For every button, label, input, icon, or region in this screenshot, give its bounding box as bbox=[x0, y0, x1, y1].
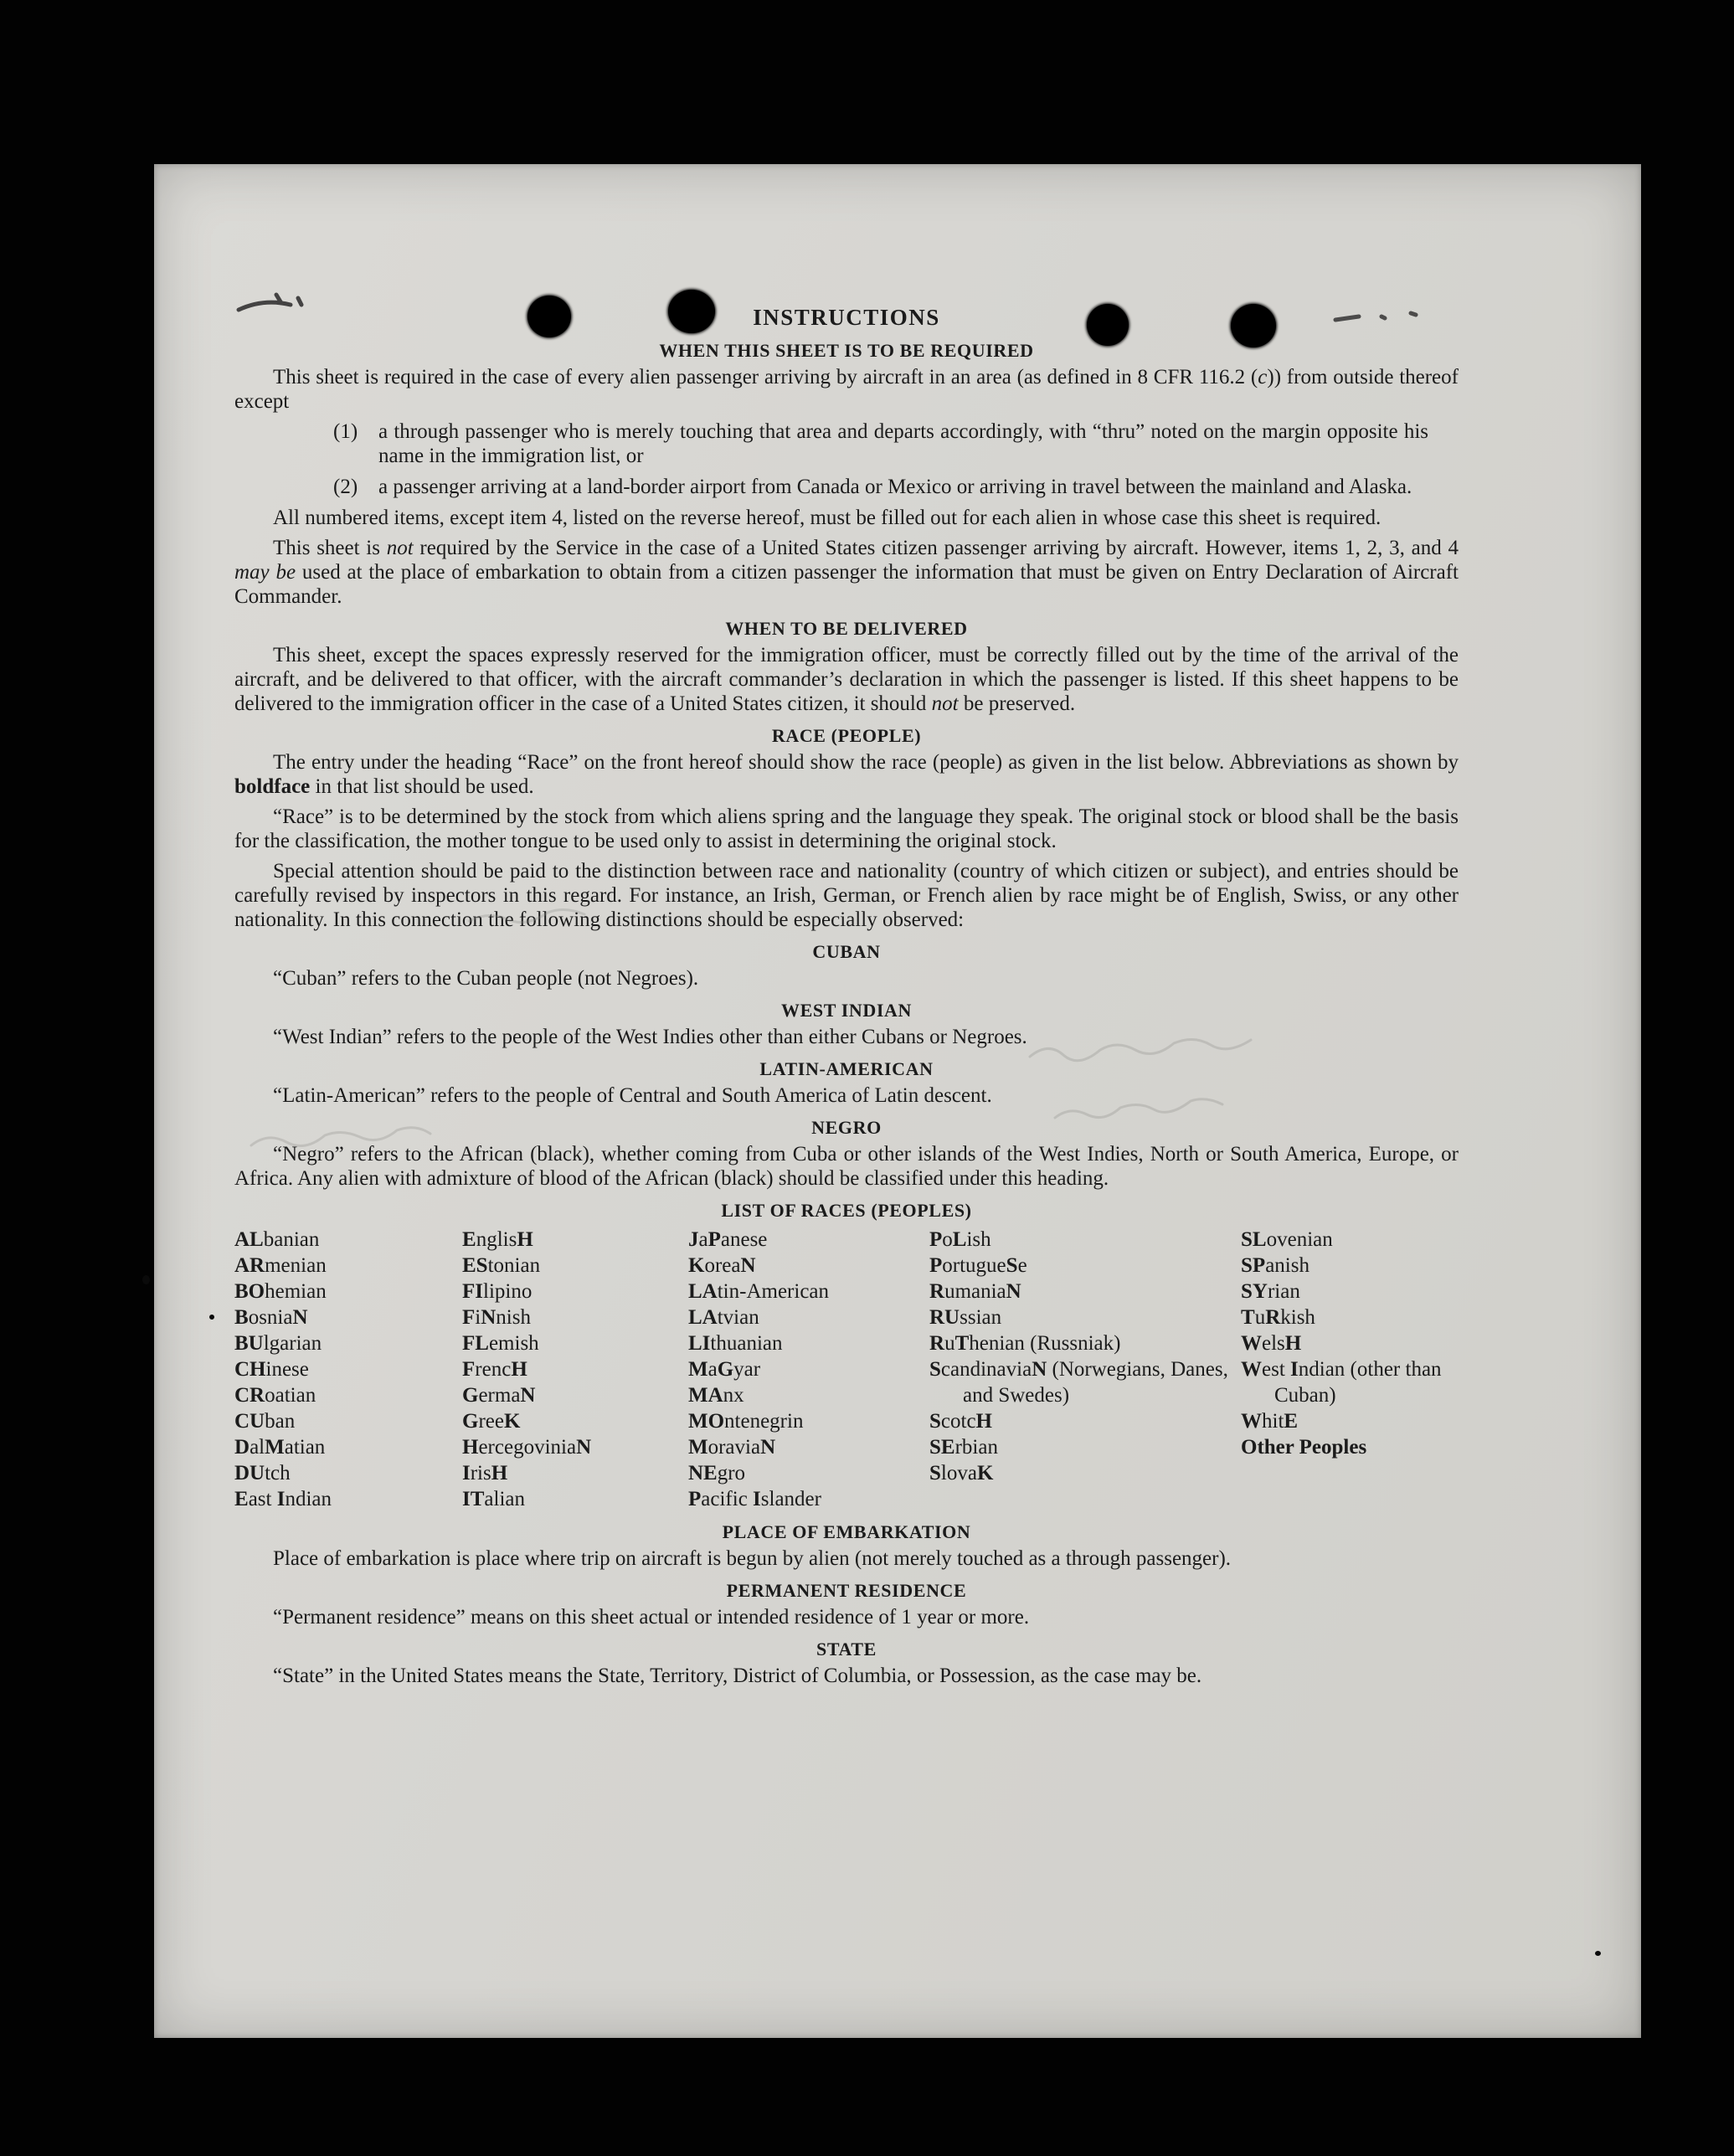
race-item: FiNnish bbox=[462, 1306, 531, 1329]
item-number: (1) bbox=[333, 420, 358, 443]
punch-hole bbox=[1231, 304, 1276, 347]
race-item: SlovaK bbox=[929, 1462, 994, 1485]
scan-speck bbox=[1595, 1951, 1601, 1956]
paragraph: Place of embarkation is place where trip on aircraft is begun by alien (not merely touched as a through passenger). bbox=[273, 1547, 1232, 1570]
paragraph: Special attention should be paid to the distinction between race and nationality (country of which citizen or subject), and entries should be carefully revised by inspectors in this regard. For instance, an Irish, German, or French alien by race might be of English, Swiss, or any other nationality. In this connection the following distinctions should be especially observed: bbox=[234, 860, 1459, 931]
race-item: IrisH bbox=[462, 1462, 508, 1485]
numbered-item bbox=[333, 475, 1459, 499]
section-heading: PLACE OF EMBARKATION bbox=[722, 1521, 971, 1542]
race-column bbox=[462, 1227, 688, 1512]
race-item: EnglisH bbox=[462, 1228, 533, 1251]
race-item: MoraviaN bbox=[688, 1436, 776, 1459]
race-item: WhitE bbox=[1241, 1410, 1299, 1433]
paragraph: This sheet is not required by the Service in the case of a United States citizen passenger arriving by aircraft. However, items 1, 2, 3, and 4 may be used at the place of embarkation to obtain from a citizen passenger the information that must be given on Entry Declaration of Aircraft Commander. bbox=[234, 537, 1459, 608]
race-item: BUlgarian bbox=[234, 1332, 322, 1355]
section-heading: LIST OF RACES (PEOPLES) bbox=[721, 1200, 972, 1221]
item-text: a through passenger who is merely touching that area and departs accordingly, with “thru” noted on the margin opposite his name in the immigration list, or bbox=[378, 420, 1428, 467]
race-item: LAtin-American bbox=[688, 1280, 830, 1303]
section-heading: WEST INDIAN bbox=[781, 1000, 912, 1021]
race-item: FrencH bbox=[462, 1358, 527, 1381]
punch-hole bbox=[1087, 304, 1129, 346]
race-item: EStonian bbox=[462, 1254, 541, 1277]
item-number: (2) bbox=[333, 476, 358, 498]
race-item: DalMatian bbox=[234, 1436, 326, 1459]
race-item: PoLish bbox=[929, 1228, 991, 1251]
race-item: ARmenian bbox=[234, 1254, 327, 1277]
section-heading: PERMANENT RESIDENCE bbox=[726, 1580, 967, 1601]
race-item: MOntenegrin bbox=[688, 1410, 804, 1433]
paragraph: “Negro” refers to the African (black), whether coming from Cuba or other islands of the West Indies, North or South America, Europe, or Africa. Any alien with admixture of blood of the African (black) should be classified under this heading. bbox=[234, 1143, 1459, 1190]
section-heading: LATIN-AMERICAN bbox=[759, 1058, 934, 1079]
race-item: LIthuanian bbox=[688, 1332, 783, 1355]
paragraph: “West Indian” refers to the people of the West Indies other than either Cubans or Negroes. bbox=[273, 1026, 1027, 1048]
race-item: PortugueSe bbox=[929, 1254, 1027, 1277]
race-item: NEgro bbox=[688, 1462, 746, 1485]
race-item: LAtvian bbox=[688, 1306, 759, 1329]
race-item: DUtch bbox=[234, 1462, 291, 1485]
paragraph: This sheet, except the spaces expressly reserved for the immigration officer, must be correctly filled out by the time of the arrival of the aircraft, and be delivered to that officer, with the aircraft commander’s declaration in which the passenger is listed. If this sheet happens to be delivered to the immigration officer in the case of a United States citizen, it should not be preserved. bbox=[234, 644, 1459, 715]
race-item: West Indian (other than Cuban) bbox=[1241, 1358, 1442, 1407]
race-item: MAnx bbox=[688, 1384, 744, 1407]
race-item: FLemish bbox=[462, 1332, 539, 1355]
race-item: MaGyar bbox=[688, 1358, 761, 1381]
race-item: KoreaN bbox=[688, 1254, 756, 1277]
race-item: TuRkish bbox=[1241, 1306, 1315, 1329]
race-item: BOhemian bbox=[234, 1280, 327, 1303]
race-item: GreeK bbox=[462, 1410, 521, 1433]
race-item: ScandinaviaN (Norwegians, Danes, and Swedes) bbox=[929, 1358, 1228, 1407]
race-item: RumaniaN bbox=[929, 1280, 1021, 1303]
race-item: Pacific Islander bbox=[688, 1488, 821, 1510]
race-item: RuThenian (Russniak) bbox=[929, 1332, 1121, 1355]
race-item: JaPanese bbox=[688, 1228, 768, 1251]
race-item: ALbanian bbox=[234, 1228, 320, 1251]
paragraph: “Latin-American” refers to the people of Central and South America of Latin descent. bbox=[273, 1084, 992, 1107]
race-list bbox=[234, 1227, 1459, 1512]
section-heading: WHEN THIS SHEET IS TO BE REQUIRED bbox=[659, 340, 1034, 361]
paragraph: “Race” is to be determined by the stock from which aliens spring and the language they speak. The original stock or blood shall be the basis for the classification, the mother tongue to be used only to assist in determining the original stock. bbox=[234, 805, 1459, 852]
race-item: SErbian bbox=[929, 1436, 998, 1459]
race-item: ScotcH bbox=[929, 1410, 992, 1433]
document-sections bbox=[234, 340, 1459, 1688]
race-item: ITalian bbox=[462, 1488, 525, 1510]
paragraph: “Cuban” refers to the Cuban people (not Negroes). bbox=[273, 967, 699, 990]
paper-sheet bbox=[154, 164, 1641, 2038]
punch-hole bbox=[668, 290, 715, 333]
race-item: Other Peoples bbox=[1241, 1436, 1367, 1459]
race-item: SYrian bbox=[1241, 1280, 1300, 1303]
race-column bbox=[234, 1227, 462, 1512]
document-title: INSTRUCTIONS bbox=[753, 305, 940, 330]
race-item: GermaN bbox=[462, 1384, 536, 1407]
paragraph: “Permanent residence” means on this sheet actual or intended residence of 1 year or more. bbox=[273, 1606, 1030, 1629]
scan-speck bbox=[142, 1275, 150, 1284]
section-heading: NEGRO bbox=[811, 1117, 882, 1138]
race-item: CHinese bbox=[234, 1358, 309, 1381]
race-column bbox=[1241, 1227, 1459, 1512]
paragraph: “State” in the United States means the State, Territory, District of Columbia, or Possession, as the case may be. bbox=[273, 1665, 1202, 1687]
document-content bbox=[234, 305, 1459, 1694]
race-item: HercegoviniaN bbox=[462, 1436, 592, 1459]
race-item: WelsH bbox=[1241, 1332, 1302, 1355]
race-item: East Indian bbox=[234, 1488, 332, 1510]
paragraph: All numbered items, except item 4, listed on the reverse hereof, must be filled out for each alien in whose case this sheet is required. bbox=[273, 507, 1382, 529]
section-heading: STATE bbox=[816, 1639, 877, 1659]
paragraph: This sheet is required in the case of every alien passenger arriving by aircraft in an area (as defined in 8 CFR 116.2 (c)) from outside thereof except bbox=[234, 366, 1459, 413]
item-text: a passenger arriving at a land-border airport from Canada or Mexico or arriving in travel between the mainland and Alaska. bbox=[378, 476, 1412, 498]
punch-hole bbox=[527, 296, 571, 337]
scan-speck bbox=[209, 1315, 214, 1320]
race-item: SLovenian bbox=[1241, 1228, 1333, 1251]
section-heading: WHEN TO BE DELIVERED bbox=[725, 618, 968, 639]
race-item: BosniaN bbox=[234, 1306, 308, 1329]
paragraph: The entry under the heading “Race” on the front hereof should show the race (people) as given in the list below. Abbreviations as shown by boldface in that list should be used. bbox=[234, 751, 1459, 798]
race-item: SPanish bbox=[1241, 1254, 1310, 1277]
race-item: CUban bbox=[234, 1410, 296, 1433]
section-heading: CUBAN bbox=[812, 941, 881, 962]
race-item: FIlipino bbox=[462, 1280, 533, 1303]
section-heading: RACE (PEOPLE) bbox=[771, 725, 922, 746]
race-item: CRoatian bbox=[234, 1384, 316, 1407]
race-column bbox=[929, 1227, 1241, 1512]
race-column bbox=[688, 1227, 929, 1512]
numbered-item bbox=[333, 419, 1459, 468]
race-item: RUssian bbox=[929, 1306, 1002, 1329]
